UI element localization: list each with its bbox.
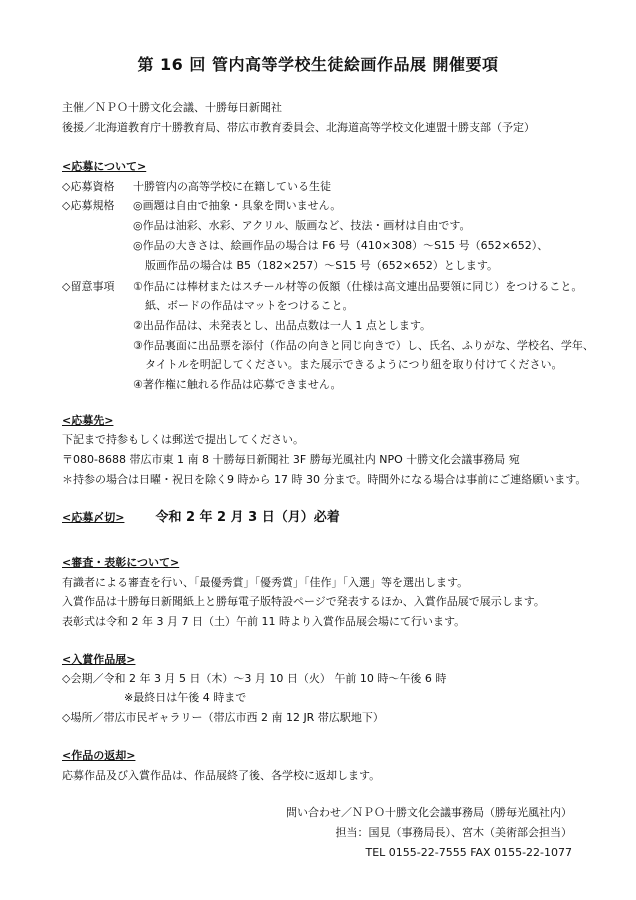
eligibility-label: ◇応募資格 [62,180,115,193]
rule-item: ◎作品の大きさは、絵画作品の場合は F6 号（410×308）～S15 号（652×652）、 [133,239,549,252]
page-title: 第 16 回 管内高等学校生徒絵画作品展 開催要項 [137,55,499,74]
organizer-line: 主催／ＮＰＯ十勝文化会議、十勝毎日新聞社 [62,101,282,114]
destination-heading: <応募先> [62,414,114,427]
rule-item: ◎画題は自由で抽象・具象を問いません。 [133,199,342,212]
note-item: 紙、ボードの作品はマットをつけること。 [145,299,354,312]
exhibition-heading: <入賞作品展> [62,653,136,666]
note-item: ②出品作品は、未発表とし、出品点数は一人 1 点とします。 [133,319,431,332]
judging-heading: <審査・表彰について> [62,556,180,569]
deadline-label: <応募〆切> [62,511,125,524]
contact-line: 問い合わせ／ＮＰＯ十勝文化会議事務局（勝毎光風社内） [286,806,572,819]
notes-label: ◇留意事項 [62,280,115,293]
exhibition-period: ◇会期／令和 2 年 3 月 5 日（木）～3 月 10 日（火） 午前 10 時～午後 6 時 [62,672,447,685]
note-item: ④著作権に触れる作品は応募できません。 [133,378,342,391]
return-text: 応募作品及び入賞作品は、作品展終了後、各学校に返却します。 [62,769,381,782]
exhibition-venue: ◇場所／帯広市民ギャラリー（帯広市西 2 南 12 JR 帯広駅地下） [62,711,384,724]
deadline-date: 令和 2 年 2 月 3 日（月）必着 [155,510,340,525]
destination-line: 下記まで持参もしくは郵送で提出してください。 [62,433,304,446]
judging-line: 表彰式は令和 2 年 3 月 7 日（土）午前 11 時より入賞作品展会場にて行います。 [62,615,466,628]
judging-line: 有識者による審査を行い、「最優秀賞」「優秀賞」「佳作」「入選」等を選出します。 [62,576,469,589]
application-heading: <応募について> [62,160,147,173]
destination-address: 〒080-8688 帯広市東 1 南 8 十勝毎日新聞社 3F 勝毎光風社内 NPO 十勝文化会議事務局 宛 [62,453,520,466]
note-item: ③作品裏面に出品票を添付（作品の向きと同じ向きで）し、氏名、ふりがな、学校名、学年、 [133,339,594,352]
rule-item: ◎作品は油彩、水彩、アクリル、版画など、技法・画材は自由です。 [133,219,471,232]
deadline-row [62,511,340,525]
destination-note: ＊持参の場合は日曜・祝日を除く9 時から 17 時 30 分まで。時間外になる場合は事前にご連絡願います。 [62,473,587,486]
support-line: 後援／北海道教育庁十勝教育局、帯広市教育委員会、北海道高等学校文化連盟十勝支部（予定） [62,121,535,134]
note-item: タイトルを明記してください。また展示できるようにつり紐を取り付けてください。 [145,358,563,371]
judging-line: 入賞作品は十勝毎日新聞紙上と勝毎電子版特設ページで発表するほか、入賞作品展で展示します。 [62,595,545,608]
contact-phone: TEL 0155-22-7555 FAX 0155-22-1077 [365,846,572,859]
eligibility-text: 十勝管内の高等学校に在籍している生徒 [133,180,331,193]
note-item: ①作品には棒材またはスチール材等の仮額（仕様は高文連出品要領に同じ）をつけること。 [133,280,583,293]
contact-staff: 担当：国見（事務局長）、宮木（美術部会担当） [335,826,572,839]
rule-item: 版画作品の場合は B5（182×257）～S15 号（652×652）とします。 [145,259,499,272]
exhibition-last-day: ※最終日は午後 4 時まで [124,691,247,704]
return-heading: <作品の返却> [62,749,136,762]
rules-label: ◇応募規格 [62,199,115,212]
